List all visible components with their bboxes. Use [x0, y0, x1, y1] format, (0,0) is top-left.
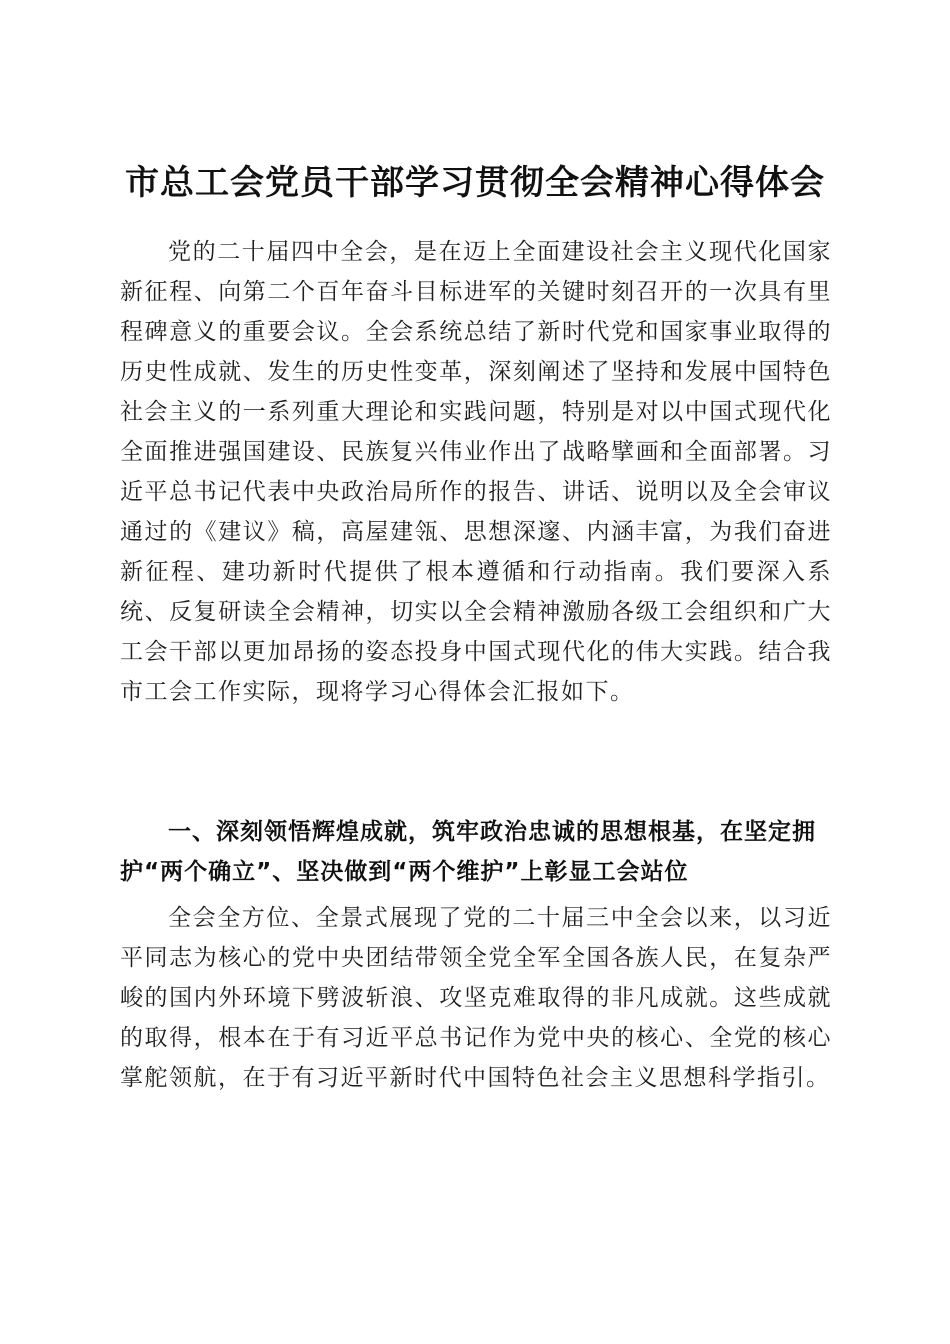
- section-1-heading: 一、深刻领悟辉煌成就，筑牢政治忠诚的思想根基，在坚定拥护“两个确立”、坚决做到“两个维护”上彰显工会站位: [120, 819, 816, 885]
- intro-paragraph: 党的二十届四中全会，是在迈上全面建设社会主义现代化国家新征程、向第二个百年奋斗目标进军的关键时刻召开的一次具有里程碑意义的重要会议。全会系统总结了新时代党和国家事业取得的历史性成就、发生的历史性变革，深刻阐述了坚持和发展中国特色社会主义的一系列重大理论和实践问题，特别是对以中国式现代化全面推进强国建设、民族复兴伟业作出了战略擘画和全面部署。习近平总书记代表中央政治局所作的报告、讲话、说明以及全会审议通过的《建议》稿，高屋建瓴、思想深邃、内涵丰富，为我们奋进新征程、建功新时代提供了根本遵循和行动指南。我们要深入系统、反复研读全会精神，切实以全会精神激励各级工会组织和广大工会干部以更加昂扬的姿态投身中国式现代化的伟大实践。结合我市工会工作实际，现将学习心得体会汇报如下。: [120, 239, 832, 705]
- document-title: 市总工会党员干部学习贯彻全会精神心得体会: [125, 162, 825, 203]
- section-1-paragraph: 全会全方位、全景式展现了党的二十届三中全会以来，以习近平同志为核心的党中央团结带领全党全军全国各族人民，在复杂严峻的国内外环境下劈波斩浪、攻坚克难取得的非凡成就。这些成就的取得，根本在于有习近平总书记作为党中央的核心、全党的核心掌舵领航，在于有习近平新时代中国特色社会主义思想科学指引。: [120, 905, 832, 1091]
